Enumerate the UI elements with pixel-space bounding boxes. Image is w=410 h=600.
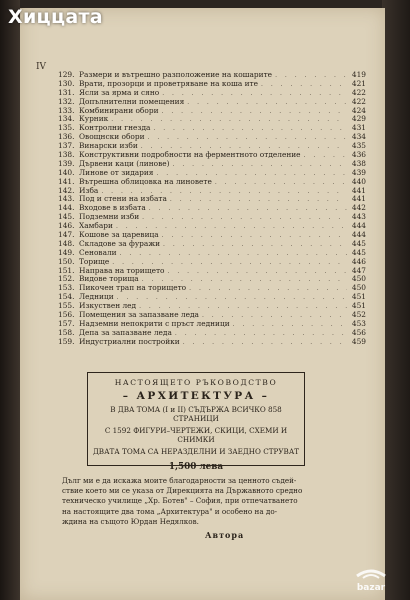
toc-entry — [58, 231, 366, 240]
toc-entry-page: 451 — [351, 302, 366, 311]
toc-entry-number: 156. — [58, 311, 75, 320]
toc-leader-dots — [139, 303, 347, 311]
toc-entry-number: 147. — [58, 231, 75, 240]
toc-entry — [58, 311, 366, 320]
toc-entry-title: Направа на торището — [79, 266, 165, 275]
toc-entry-page: 443 — [351, 213, 366, 222]
toc-entry-number: 151. — [58, 266, 75, 275]
toc-entry-page: 453 — [351, 319, 366, 328]
toc-entry — [58, 320, 366, 329]
toc-leader-dots — [189, 285, 347, 293]
toc-leader-dots — [175, 330, 347, 338]
toc-entry — [58, 187, 366, 196]
toc-leader-dots — [120, 250, 347, 258]
acknowledgement-line: Дълг ми е да искажа моите благодарности за ценното съдей- — [62, 476, 297, 485]
advertisement-box — [87, 372, 305, 472]
toc-entry-number: 140. — [58, 168, 75, 177]
toc-entry-number: 158. — [58, 328, 75, 337]
toc-entry-page: 447 — [351, 266, 366, 275]
toc-leader-dots — [101, 188, 347, 196]
toc-leader-dots — [163, 241, 347, 249]
acknowledgement-line: на настоящите два тома „Архитектура" и особено на до- — [62, 506, 278, 516]
toc-entry-title: Контролни гнезда — [79, 124, 151, 133]
toc-leader-dots — [275, 72, 347, 80]
toc-entry-page: 424 — [351, 106, 366, 115]
toc-entry-title: Помещения за запазване леда — [79, 311, 199, 320]
toc-entry — [58, 169, 366, 178]
toc-entry-page: 445 — [351, 248, 366, 257]
toc-entry-title: Размери и вътрешно разположение на кошарите — [79, 71, 273, 79]
toc-entry-title: Входове в избата — [79, 204, 146, 213]
acknowledgement-line: техническо училище „Хр. Ботев" – София, при отпечатването — [62, 496, 298, 506]
toc-entry-number: 139. — [58, 159, 75, 168]
toc-entry-number: 148. — [58, 239, 75, 248]
table-of-contents — [58, 71, 366, 347]
toc-leader-dots — [162, 90, 347, 98]
toc-entry-number: 155. — [58, 302, 75, 311]
toc-entry-number: 136. — [58, 133, 75, 142]
toc-entry — [58, 275, 366, 284]
toc-entry-title: Складове за фуражи — [79, 239, 161, 248]
toc-entry-title: Вътрешна облицовка на линовете — [79, 177, 212, 186]
toc-entry-title: Кошове за царевица — [79, 231, 159, 240]
toc-entry — [58, 240, 366, 249]
toc-entry — [58, 293, 366, 302]
toc-entry-title: Винарски изби — [79, 142, 138, 151]
toc-entry-title: Торище — [79, 257, 110, 266]
toc-leader-dots — [173, 161, 347, 169]
toc-leader-dots — [149, 205, 347, 213]
toc-entry — [58, 267, 366, 276]
toc-entry-page: 435 — [351, 142, 366, 151]
toc-entry — [58, 213, 366, 222]
toc-entry-title: Видове торища — [79, 275, 139, 284]
ad-price-note: ДВАТА ТОМА СА НЕРАЗДЕЛНИ И ЗАЕДНО СТРУВАТ — [92, 447, 300, 456]
ad-figures-text: С 1592 ФИГУРИ–ЧЕРТЕЖИ, СКИЦИ, СХЕМИ И СНИМКИ — [104, 426, 288, 444]
toc-leader-dots — [183, 339, 347, 347]
toc-entry — [58, 151, 366, 160]
toc-entry-page: 450 — [351, 284, 366, 293]
toc-entry-page: 450 — [351, 275, 366, 284]
book-cover-edge — [382, 0, 410, 600]
toc-entry-title: Под и стени на избата — [79, 195, 167, 204]
toc-entry-title: Линове от зидария — [79, 168, 154, 177]
toc-leader-dots — [112, 259, 347, 267]
toc-entry-page: 456 — [351, 328, 366, 337]
toc-entry-title: Допълнителни помещения — [79, 97, 185, 106]
toc-entry-page: 422 — [351, 88, 366, 97]
toc-entry-number: 143. — [58, 195, 75, 204]
toc-leader-dots — [233, 321, 347, 329]
toc-entry-page: 441 — [351, 195, 366, 204]
toc-entry-title: Врати, прозорци и проветряване на коша ите — [79, 79, 259, 88]
toc-entry-page: 459 — [351, 337, 366, 346]
toc-entry-page: 446 — [351, 257, 366, 266]
toc-entry — [58, 142, 366, 151]
toc-leader-dots — [202, 312, 347, 320]
toc-entry-number: 137. — [58, 142, 75, 151]
toc-entry-title: Дървени каци (линове) — [79, 159, 170, 168]
toc-entry — [58, 329, 366, 338]
toc-leader-dots — [215, 179, 347, 187]
toc-entry-page: 434 — [351, 133, 366, 142]
toc-entry-title: Изба — [79, 186, 99, 195]
toc-entry-page: 419 — [351, 71, 366, 79]
author-signature: Автора — [205, 530, 245, 540]
toc-entry-page: 441 — [351, 186, 366, 195]
toc-entry — [58, 178, 366, 187]
toc-entry — [58, 204, 366, 213]
toc-entry — [58, 338, 366, 347]
toc-entry — [58, 249, 366, 258]
toc-entry-page: 436 — [351, 151, 366, 160]
brand-logo: Хиццата — [8, 6, 103, 28]
toc-leader-dots — [168, 268, 348, 276]
toc-entry — [58, 124, 366, 133]
toc-leader-dots — [153, 125, 347, 133]
toc-entry-page: 444 — [351, 231, 366, 240]
toc-entry-number: 145. — [58, 213, 75, 222]
page-number: IV — [36, 62, 47, 72]
toc-leader-dots — [117, 294, 347, 302]
toc-entry-title: Хамбари — [79, 222, 113, 231]
toc-leader-dots — [187, 99, 347, 107]
ad-price: 1,500 лева — [168, 462, 224, 472]
toc-entry-number: 150. — [58, 257, 75, 266]
acknowledgement-line: ждина на същото Юрдан Недялков. — [62, 516, 199, 526]
toc-entry-number: 130. — [58, 79, 75, 88]
toc-leader-dots — [261, 81, 347, 89]
toc-entry-page: 439 — [351, 168, 366, 177]
toc-entry-title: Подземни изби — [79, 213, 140, 222]
toc-entry-number: 138. — [58, 151, 75, 160]
toc-leader-dots — [142, 276, 347, 284]
toc-entry — [58, 222, 366, 231]
toc-entry-title: Изкуствен лед — [79, 302, 137, 311]
toc-leader-dots — [148, 134, 347, 142]
toc-entry-number: 133. — [58, 106, 75, 115]
toc-entry-page: 452 — [351, 311, 366, 320]
toc-entry-title: Депа за запазване леда — [79, 328, 172, 337]
toc-entry-title: Курник — [79, 115, 109, 124]
toc-entry — [58, 160, 366, 169]
toc-entry — [58, 115, 366, 124]
acknowledgement-line: ствие което ми се указа от Дирекцията на Държавното средно — [62, 486, 303, 496]
toc-entry-page: 438 — [351, 159, 366, 168]
toc-entry-title: Овощнски обори — [79, 133, 145, 142]
toc-entry-page: 422 — [351, 97, 366, 106]
toc-entry-number: 135. — [58, 124, 75, 133]
bazar-watermark-logo — [351, 566, 391, 592]
ad-title: – АРХИТЕКТУРА – — [122, 390, 270, 402]
toc-entry-number: 142. — [58, 186, 75, 195]
toc-entry-number: 129. — [58, 71, 75, 79]
toc-entry-page: 431 — [351, 124, 366, 133]
book-spine-shadow — [0, 0, 20, 600]
toc-leader-dots — [304, 152, 347, 160]
toc-entry-number: 134. — [58, 115, 75, 124]
toc-entry-page: 442 — [351, 204, 366, 213]
acknowledgement-paragraph — [62, 476, 362, 527]
toc-entry-title: Конструктивни подробности на ферментното отделение — [79, 151, 301, 160]
toc-entry-title: Ледници — [79, 293, 114, 302]
toc-leader-dots — [162, 108, 348, 116]
toc-leader-dots — [142, 214, 347, 222]
toc-entry — [58, 195, 366, 204]
toc-leader-dots — [111, 116, 347, 124]
toc-entry-page: 451 — [351, 293, 366, 302]
toc-entry-number: 153. — [58, 284, 75, 293]
toc-entry — [58, 284, 366, 293]
ad-volumes-text: В ДВА ТОМА (I и II) СЪДЪРЖА ВСИЧКО 858 СТРАНИЦИ — [110, 405, 282, 423]
toc-entry-title: Индустриални постройки — [79, 337, 180, 346]
toc-leader-dots — [116, 223, 347, 231]
toc-leader-dots — [170, 196, 347, 204]
toc-entry — [58, 71, 366, 80]
toc-entry — [58, 107, 366, 116]
toc-leader-dots — [156, 170, 347, 178]
toc-entry — [58, 80, 366, 89]
toc-entry-title: Сеновали — [79, 248, 117, 257]
toc-entry-number: 146. — [58, 222, 75, 231]
toc-entry — [58, 258, 366, 267]
toc-entry-title: Ясли за ярма и сяно — [79, 88, 160, 97]
toc-entry-title: Надземни непокрити с пръст ледници — [79, 319, 230, 328]
toc-leader-dots — [141, 143, 347, 151]
toc-entry — [58, 98, 366, 107]
toc-entry-number: 149. — [58, 248, 75, 257]
toc-entry-number: 154. — [58, 293, 75, 302]
toc-leader-dots — [162, 232, 347, 240]
toc-entry — [58, 89, 366, 98]
toc-entry-number: 131. — [58, 88, 75, 97]
toc-entry — [58, 133, 366, 142]
toc-entry-number: 157. — [58, 319, 75, 328]
toc-entry-page: 421 — [351, 79, 366, 88]
toc-entry-title: Пикочен трап на торището — [79, 284, 187, 293]
toc-entry-number: 132. — [58, 97, 75, 106]
ad-heading: НАСТОЯЩЕТО РЪКОВОДСТВО — [114, 378, 278, 387]
toc-entry-number: 159. — [58, 337, 75, 346]
toc-entry-page: 444 — [351, 222, 366, 231]
toc-entry-number: 141. — [58, 177, 75, 186]
toc-entry-number: 152. — [58, 275, 75, 284]
toc-entry-page: 429 — [351, 115, 366, 124]
toc-entry — [58, 302, 366, 311]
toc-entry-page: 445 — [351, 239, 366, 248]
svg-text:bazar: bazar — [356, 583, 386, 592]
toc-entry-title: Комбинирани обори — [79, 106, 159, 115]
toc-entry-page: 440 — [351, 177, 366, 186]
toc-entry-number: 144. — [58, 204, 75, 213]
